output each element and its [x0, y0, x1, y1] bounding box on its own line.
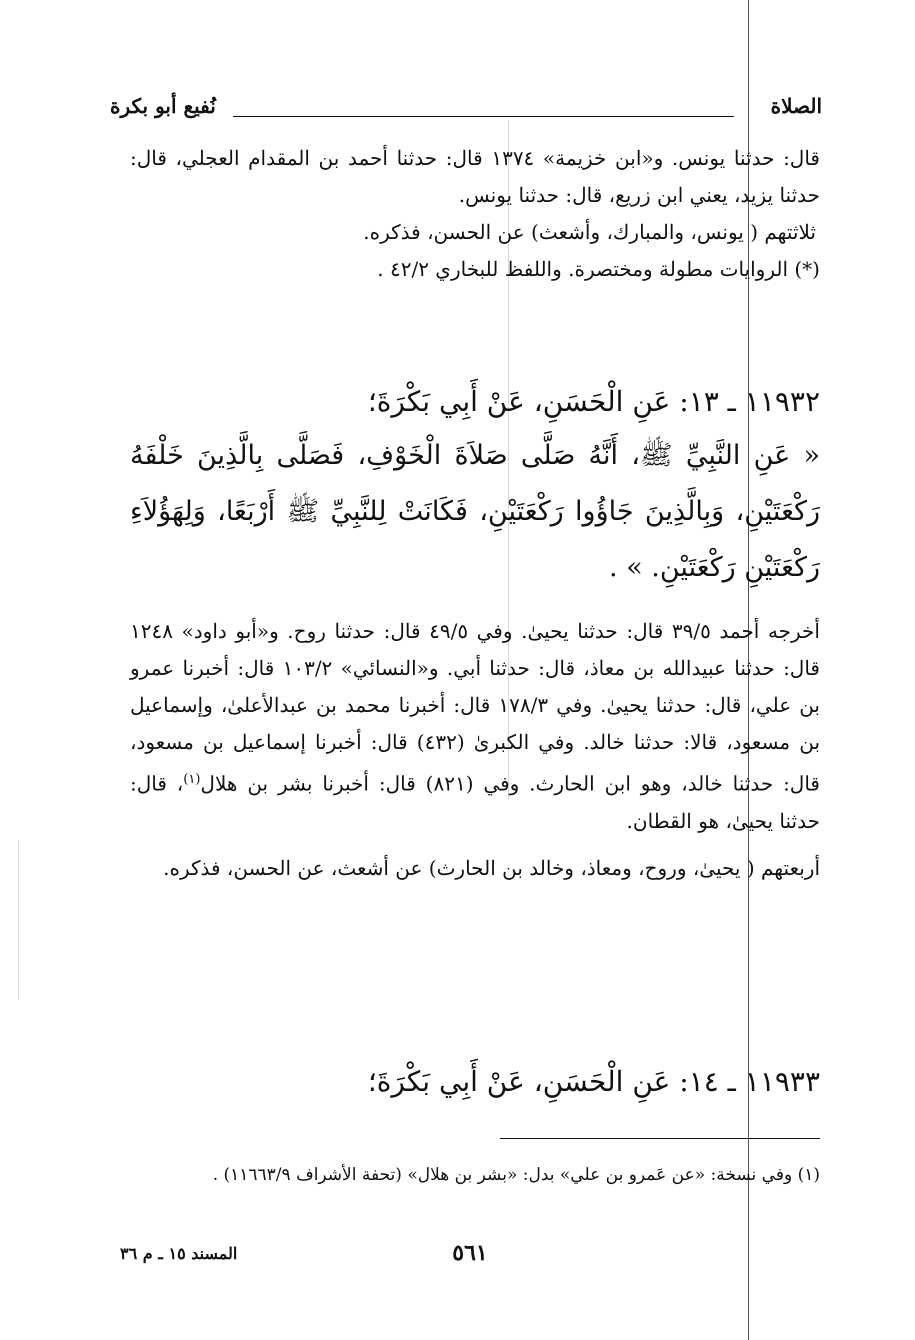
takhrij-paragraph: [130, 613, 820, 840]
intro-paragraph: ثلاثتهم ( يونس، والمبارك، وأشعث) عن الحسن، فذكره.: [363, 220, 816, 244]
page-number: ٥٦١: [452, 1240, 488, 1266]
hadith-title: ١١٩٣٣ ـ ١٤: عَنِ الْحَسَنِ، عَنْ أَبِي بَكْرَةَ؛: [367, 1065, 820, 1098]
intro-note: (*) الروايات مطولة ومختصرة. واللفظ للبخاري ٤٢/٢ .: [377, 257, 820, 281]
takhrij-text: أخرجه أحمد ٣٩/٥ قال: حدثنا يحيىٰ. وفي ٤٩/٥ قال: حدثنا روح. و«أبو داود» ١٢٤٨ قال: حدثنا عبيدالله بن معاذ، قال: حدثنا أبي. و«النسائي» ١٠٣/٢ قال: أخبرنا عمرو بن علي، قال: حدثنا يحيىٰ. وفي ١٧٨/٣ قال: أخبرنا محمد بن عبدالأعلىٰ، وإسماعيل بن مسعود، قالا: حدثنا خالد. وفي الكبرىٰ (٤٣٢) قال: أخبرنا إسماعيل بن مسعود، قال: حدثنا خالد، وهو ابن الحارث. وفي (٨٢١) قال: أخبرنا بشر بن هلال: [130, 619, 821, 796]
scan-line: [18, 840, 19, 1000]
printer-signature: المسند ١٥ ـ م ٣٦: [120, 1244, 238, 1263]
chapter-title: الصلاة: [770, 94, 822, 118]
running-header: [110, 94, 822, 124]
hadith-title: ١١٩٣٢ ـ ١٣: عَنِ الْحَسَنِ، عَنْ أَبِي بَكْرَةَ؛: [367, 385, 820, 418]
intro-section: [130, 140, 820, 288]
footnote-marker: (١): [183, 772, 201, 787]
takhrij-paragraph: أربعتهم ( يحيىٰ، وروح، ومعاذ، وخالد بن الحارث) عن أشعث، عن الحسن، فذكره.: [163, 855, 820, 880]
footnote-rule: [500, 1138, 820, 1139]
intro-paragraph: قال: حدثنا يونس. و«ابن خزيمة» ١٣٧٤ قال: حدثنا أحمد بن المقدام العجلي، قال: حدثنا يزيد، يعني ابن زريع، قال: حدثنا يونس.: [130, 146, 820, 207]
footnote: (١) وفي نسخة: «عن عَمرو بن علي» بدل: «بشر بن هلال» (تحفة الأشراف ١١٦٦٣/٩) .: [212, 1165, 820, 1185]
hadith-text: « عَنِ النَّبِيِّ ﷺ، أَنَّهُ صَلَّى صَلاَةَ الْخَوْفِ، فَصَلَّى بِالَّذِينَ خَلْفَهُ رَكْعَتَيْنِ، وَبِالَّذِينَ جَاؤُوا رَكْعَتَيْنِ، فَكَانَتْ لِلنَّبِيِّ ﷺ أَرْبَعًا، وَلِهَؤُلاَءِ رَكْعَتَيْنِ رَكْعَتَيْنِ. » .: [130, 440, 820, 583]
narrator-title: نُفيع أبو بكرة: [110, 94, 216, 118]
header-rule: [233, 116, 734, 117]
takhrij-section: [130, 613, 820, 887]
takhrij-text: ، قال: حدثنا يحيىٰ، هو القطان.: [130, 771, 820, 833]
